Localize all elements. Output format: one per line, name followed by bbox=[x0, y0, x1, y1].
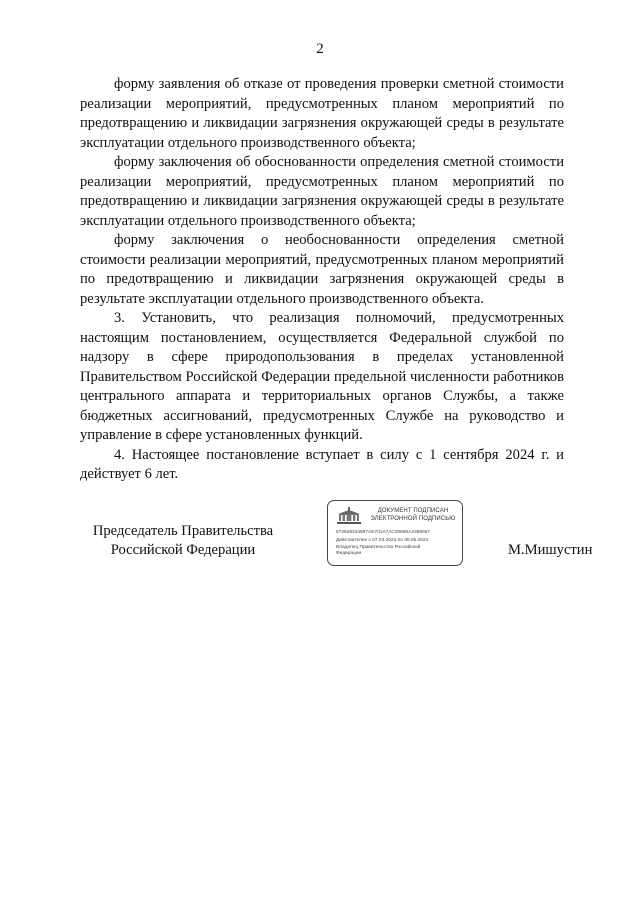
signatory-title-line1: Председатель Правительства bbox=[92, 523, 274, 539]
paragraph-form-refusal: форму заявления об отказе от проведения проверки сметной стоимости реализации мероприятий, предусмотренных планом мероприятий по предотвращению и ликвидации загрязнения окружающей среды в результате эксплуатации отдельного производственного объекта; bbox=[80, 76, 564, 151]
stamp-certificate-number: 572638334887АЕ701А7АС00890А2389057 bbox=[336, 530, 431, 535]
stamp-heading-line2: ЭЛЕКТРОННОЙ ПОДПИСЬЮ bbox=[370, 516, 456, 522]
signatory-name: М.Мишустин bbox=[508, 542, 593, 558]
signatory-title-line2: Российской Федерации bbox=[110, 542, 256, 558]
government-building-icon bbox=[336, 507, 362, 525]
document-body bbox=[80, 75, 564, 485]
electronic-signature-stamp bbox=[327, 500, 463, 566]
paragraph-clause-3: 3. Установить, что реализация полномочий, предусмотренных настоящим постановлением, осуществляется Федеральной службой по надзору в сфере природопользования в пределах установленной Правительством Российской Федерации предельной численности работников центрального аппарата и территориальных органов Службы, а также бюджетных ассигнований, предусмотренных Службе на руководство и управление в сфере установленных функций. bbox=[80, 310, 564, 443]
stamp-heading-line1: ДОКУМЕНТ ПОДПИСАН bbox=[377, 508, 449, 514]
paragraph-form-justified: форму заключения об обоснованности определения сметной стоимости реализации мероприятий, предусмотренных планом мероприятий по предотвращению и ликвидации загрязнения окружающей среды в результате эксплуатации отдельного производственного объекта; bbox=[80, 154, 564, 229]
paragraph-clause-4: 4. Настоящее постановление вступает в силу с 1 сентября 2024 г. и действует 6 лет. bbox=[80, 446, 564, 482]
signatory-title bbox=[78, 522, 288, 560]
stamp-owner-line2: Федерации bbox=[336, 551, 362, 556]
page-number: 2 bbox=[316, 41, 324, 57]
stamp-heading bbox=[366, 507, 460, 523]
paragraph-form-unjustified: форму заключения о необоснованности определения сметной стоимости реализации мероприятий, предусмотренных планом мероприятий по предотвращению и ликвидации загрязнения окружающей среды в результате эксплуатации отдельного производственного объекта. bbox=[80, 232, 564, 307]
stamp-owner-line1: Владелец Правительство Российской bbox=[336, 545, 421, 550]
stamp-validity: Действителен с 07.03.2023 по 30.05.2024 bbox=[336, 538, 429, 543]
